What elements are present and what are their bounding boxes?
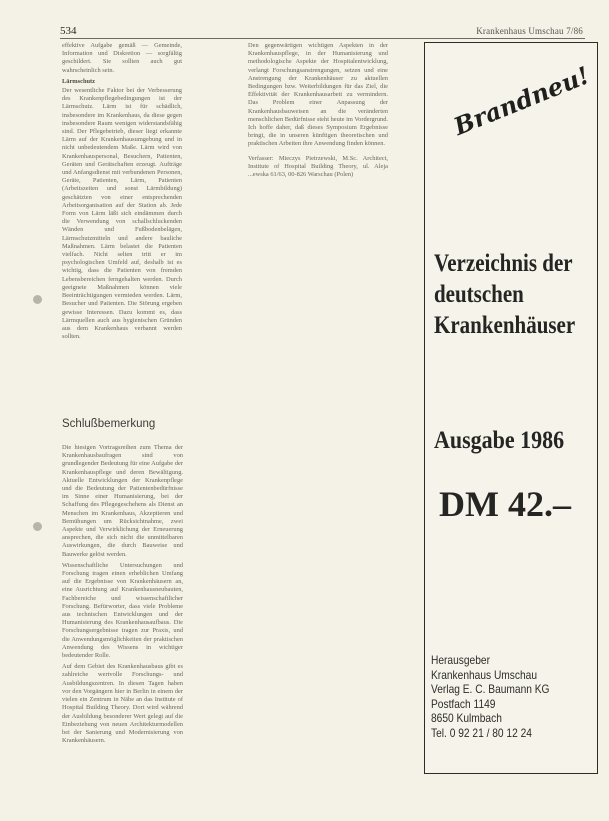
conclusion-paragraph: Wissenschaftliche Untersuchungen und Forschung tragen einen erheblichen Umfang auf die Ergebnisse von Krankenhäusern an, eine Ausrichtung auf Krankenhausneubauten, Fachbereiche und wissenschaftlicher Forschung. Befürworter, dass viele Probleme aus technischen Entwicklungen und der Humanisierung des Krankenhausaufbaus. Die Forschungsergebnisse tragen zur Praxis, und die Anwendungsmöglichkeiten der praktischen Anwendung des Wissens in wichtiger bedeutender Rolle.	[62, 561, 183, 660]
publisher-line: Herausgeber	[431, 653, 490, 667]
section-title-schlussbemerkung: Schlußbemerkung	[62, 418, 156, 430]
brandneu-stamp: Brandneu!	[449, 60, 594, 141]
left-column-conclusion	[62, 444, 183, 748]
subheading-laermschutz: Lärmschutz	[62, 77, 96, 85]
ad-title-line: Verzeichnis der	[434, 250, 573, 277]
publisher-line: Krankenhaus Umschau	[431, 667, 538, 682]
intro-paragraph: effektive Aufgabe gemäß — Gemeinde, Information und Diskretion — sorgfältig geschildert. Sie sollten auch gut wahrscheinlich sein.	[62, 42, 182, 74]
right-column-paragraph: Den gegenwärtigen wichtigen Aspekten in der Krankenhauspflege, in der Humanisierung und methodologische Aspekte der Hospitalentwicklung, verlangt Forschungsanstrengungen, setzen und eine Anstrengung der Krankenhäuser zu aktuellen Bedingungen bzw. Weiterbildungen für das Ziel, die Effektivität der Krankenhausarbeit zu vermindern. Das Problem einer Anpassung der Krankenhausbauweisen an die veränderten menschlichen Bedürfnisse steht heute im Vordergrund. Ich hoffe daher, daß dieses Symposium Ergebnisse bringt, die in unseren künftigen theoretischen und praktischen Arbeiten ihre Anwendung finden können.	[248, 42, 388, 148]
ad-title	[434, 248, 576, 341]
author-note: Verfasser: Mieczys Pietrzewski, M.Sc. Architect, Institute of Hospital Building Theory, ul. Aleja ...ewska 61/63, 00-826 Warschau (Polen)	[248, 154, 388, 179]
publisher-line: Postfach 1149	[431, 696, 496, 711]
advertisement-box	[424, 42, 598, 774]
conclusion-paragraph: Die hiesigen Vortragsreihen zum Thema der Krankenhausbaufragen sind von grundlegender Bedeutung für eine Aufgabe der Krankenhauspflege und deren Bewältigung. Aktuelle Entwicklungen der Krankenpflege und die Bedeutung der Patientenbedürfnisse im Sinne einer Humanisierung, bei der Schaffung des Pflegegeschehens als Dienst an Menschen im Krankenhaus, Akzeptieren und Bemühungen um Rücksichtnahme, zwei Aspekte und Verwirklichung der Erneuerung ansprechen, die sich nicht die unmittelbaren Auswirkungen, die durch Bauweise und Bauwerke gelöst werden.	[62, 444, 183, 558]
ad-publisher-block	[431, 653, 549, 741]
ad-title-line: deutschen	[434, 281, 524, 308]
page-number: 534	[60, 25, 77, 37]
left-column-top	[62, 42, 182, 344]
ad-price: DM 42.–	[439, 484, 571, 524]
publisher-line: 8650 Kulmbach	[431, 711, 502, 726]
ad-edition: Ausgabe 1986	[434, 427, 565, 454]
right-text-column	[248, 42, 388, 182]
publisher-line: Tel. 0 92 21 / 80 12 24	[431, 725, 532, 740]
ad-title-line: Krankenhäuser	[434, 312, 576, 339]
header-rule	[60, 38, 585, 39]
journal-title: Krankenhaus Umschau 7/86	[476, 26, 583, 36]
punch-hole	[33, 295, 42, 304]
publisher-line: Verlag E. C. Baumann KG	[431, 682, 550, 697]
punch-hole	[33, 522, 42, 531]
conclusion-paragraph: Auf dem Gebiet des Krankenhausbaus gibt es zahlreiche wertvolle Forschungs- und Ausbildungszentren. In diesen Tagen haben vor den Vorgängern hier in Berlin in einem der vielen ein Zentrum in Nähe an das Institute of Hospital Building Theory. Dort wird während der Ausbildung besonderer Wert gelegt auf die Einbeziehung von neuen Architekturmodellen bei der Sanierung und Modernisierung von Krankenhäusern.	[62, 663, 183, 745]
laermschutz-body: Der wesentliche Faktor bei der Verbesserung des Krankenpflegebedingungen ist der Lärmschutz. Lärm ist für schädlich, insbesondere im Krankenhaus, da diese gegen insbesondere Raum wenigen widerstandsfähig sind. Der Pflegebetrieb, dieser liegt erkannte Lärm auf der Krankenhausumgebung und in nicht unbedeutendem Maße. Lärm wird von Krankenhauspersonal, Besuchern, Patienten, Geräten und Gerätschaften erzeugt. Aufträge und Anfangsdienst mit verbundenen Personen, Geräte, Patienten, Lärm, Patienten (Arbeitszeiten und sonst Lärmbildung) geschätzten von einer entsprechenden Arbeitsorganisation auf der Station ab. Jede Form von Lärm läßt sich eindämmen durch die Verwendung von schallschluckenden Wänden und Fußbodenbelägen, Lärmschutzmitteln und andere bauliche Maßnahmen. Lärm belastet die Patienten vielfach. Nicht selten tritt er im psychologischen Umfeld auf, deshalb ist es wichtig, dass die Patienten von fremden Lebensbereichen ferngehalten werden. Durch geeignete Maßnahmen können viele Beeinträchtigungen vermieden werden. Lärm, Besucher und Patienten. Die Störung ergeben gewisse Interessen. Dazu kommt es, dass Lärmquellen auch aus hygienischen Gründen aus dem Krankenhaus verbannt werden sollten.	[62, 87, 182, 341]
